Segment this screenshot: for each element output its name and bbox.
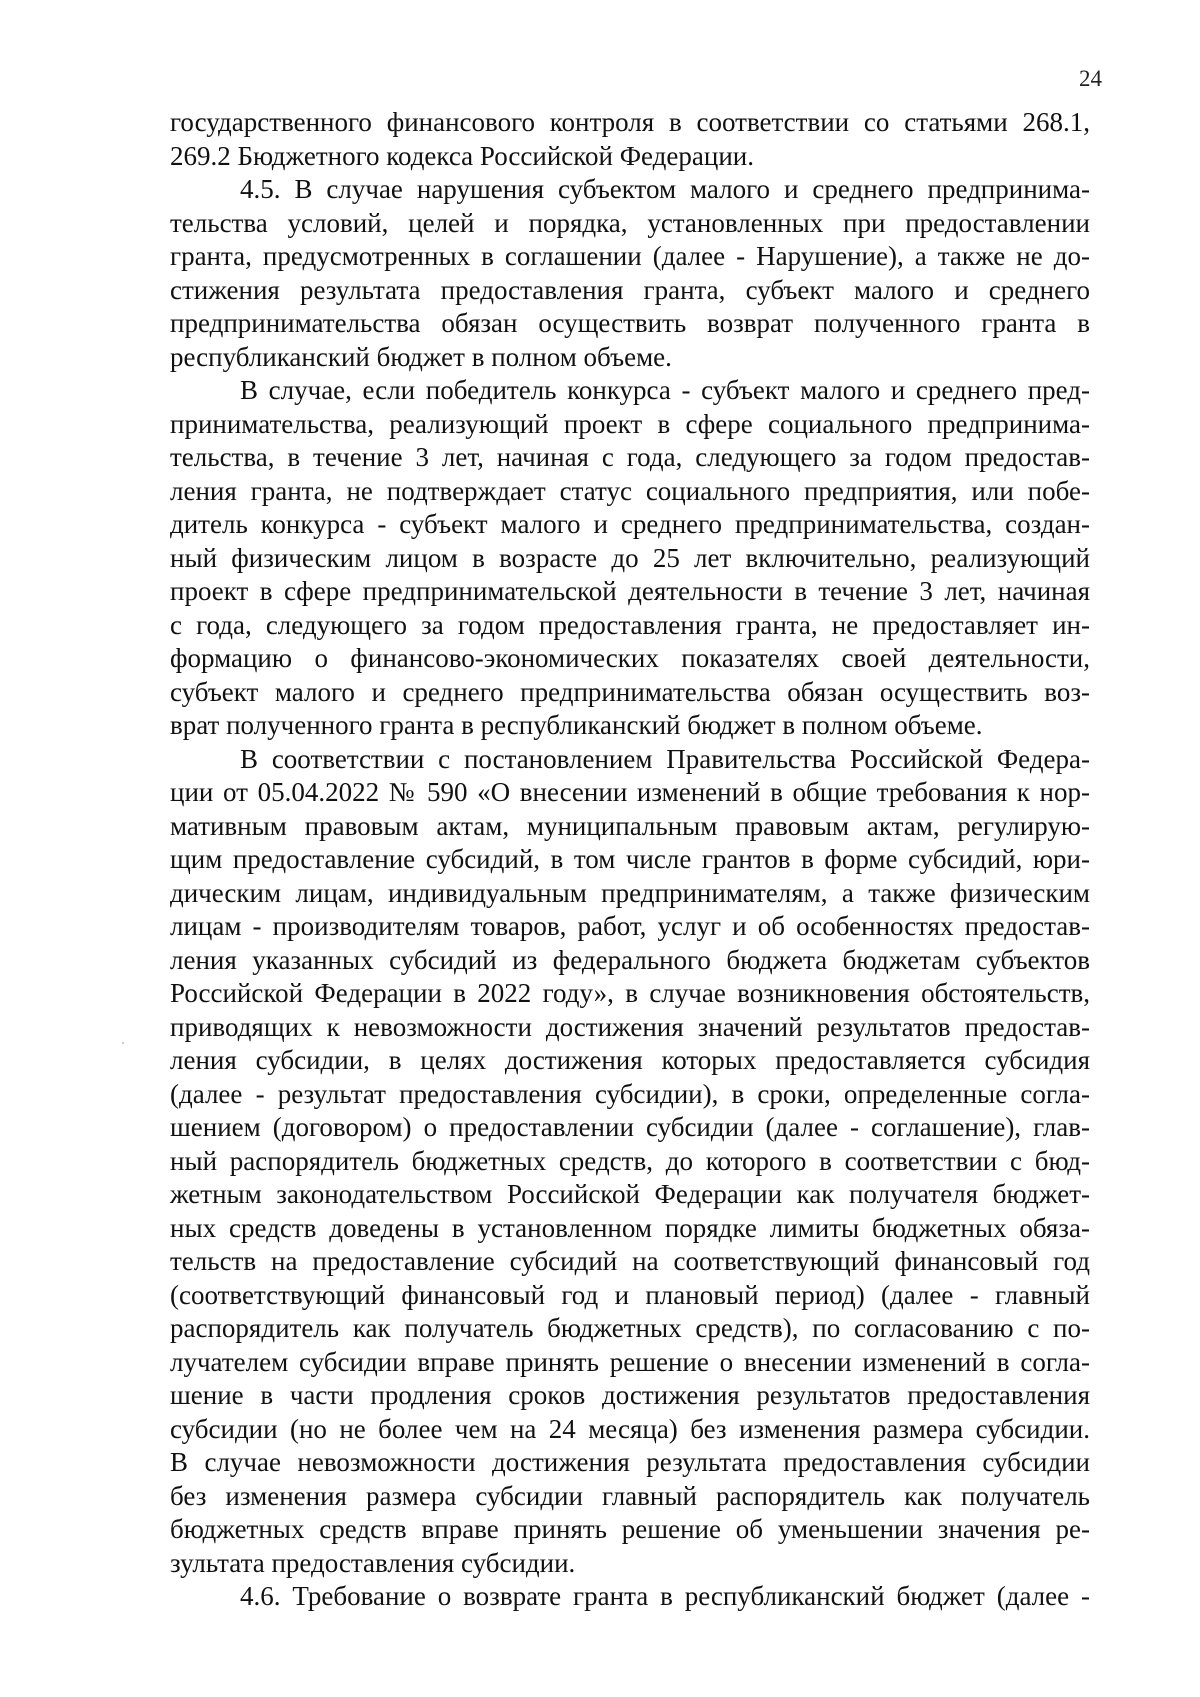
- text-line: мативным правовым актам, муниципальным правовым актам, регулирую-: [170, 810, 1090, 841]
- text-line: дическим лицам, индивидуальным предпринимателям, а также физическим: [170, 877, 1090, 908]
- text-line: гранта, предусмотренных в соглашении (далее - Нарушение), а также не до-: [170, 241, 1090, 271]
- text-line: ления гранта, не подтверждает статус социального предприятия, или побе-: [170, 475, 1090, 506]
- text-line: тельств на предоставление субсидий на соответствующий финансовый год: [170, 1246, 1090, 1276]
- text-line: Российской Федерации в 2022 году», в случае возникновения обстоятельств,: [170, 978, 1090, 1008]
- text-line: предпринимательства обязан осуществить возврат полученного гранта в: [170, 308, 1090, 338]
- text-line: стижения результата предоставления гранта, субъект малого и среднего: [170, 274, 1090, 305]
- text-line: шение в части продления сроков достижения результатов предоставления: [170, 1380, 1090, 1410]
- text-line: формацию о финансово-экономических показателях своей деятельности,: [170, 643, 1090, 673]
- text-line: приводящих к невозможности достижения значений результатов предостав-: [170, 1011, 1090, 1042]
- text-line: дитель конкурса - субъект малого и среднего предпринимательства, создан-: [170, 509, 1090, 539]
- text-line: лицам - производителям товаров, работ, услуг и об особенностях предостав-: [170, 911, 1090, 941]
- text-line: 4.6. Требование о возврате гранта в республиканский бюджет (далее -: [240, 1581, 1090, 1611]
- text-line: ный физическим лицом в возрасте до 25 лет включительно, реализующий: [170, 542, 1090, 573]
- text-line: 269.2 Бюджетного кодекса Российской Федерации.: [170, 140, 754, 171]
- text-line: врат полученного гранта в республиканский бюджет в полном объеме.: [170, 710, 983, 740]
- text-line: республиканский бюджет в полном объеме.: [170, 341, 672, 372]
- text-line: тельства условий, целей и порядка, установленных при предоставлении: [170, 207, 1090, 238]
- text-line: ции от 05.04.2022 № 590 «О внесении изменений в общие требования к нор-: [170, 777, 1090, 807]
- body-text: [170, 106, 1090, 1614]
- text-line: с года, следующего за годом предоставления гранта, не предоставляет ин-: [170, 609, 1090, 640]
- scan-speck: [122, 1042, 124, 1044]
- text-line: принимательства, реализующий проект в сфере социального предпринима-: [170, 408, 1090, 439]
- text-line: В соответствии с постановлением Правительства Российской Федера-: [240, 743, 1090, 774]
- text-line: тельства, в течение 3 лет, начиная с года, следующего за годом предостав-: [170, 442, 1090, 472]
- text-line: (далее - результат предоставления субсидии), в сроки, определенные согла-: [170, 1078, 1090, 1109]
- text-line: без изменения размера субсидии главный распорядитель как получатель: [170, 1480, 1090, 1511]
- text-line: 4.5. В случае нарушения субъектом малого и среднего предпринима-: [240, 174, 1090, 204]
- text-line: ления указанных субсидий из федерального бюджета бюджетам субъектов: [170, 944, 1090, 975]
- text-line: жетным законодательством Российской Федерации как получателя бюджет-: [170, 1179, 1090, 1209]
- text-line: щим предоставление субсидий, в том числе грантов в форме субсидий, юри-: [170, 844, 1090, 874]
- text-line: В случае невозможности достижения результата предоставления субсидии: [170, 1447, 1090, 1477]
- text-line: ления субсидии, в целях достижения которых предоставляется субсидия: [170, 1045, 1090, 1075]
- text-line: шением (договором) о предоставлении субсидии (далее - соглашение), глав-: [170, 1112, 1090, 1142]
- text-line: государственного финансового контроля в соответствии со статьями 268.1,: [170, 107, 1090, 137]
- page-number: 24: [1079, 66, 1102, 91]
- text-line: (соответствующий финансовый год и плановый период) (далее - главный: [170, 1279, 1090, 1310]
- text-line: проект в сфере предпринимательской деятельности в течение 3 лет, начиная: [170, 576, 1090, 606]
- text-line: ных средств доведены в установленном порядке лимиты бюджетных обяза-: [170, 1212, 1090, 1243]
- text-line: В случае, если победитель конкурса - субъект малого и среднего пред-: [240, 375, 1090, 405]
- text-line: бюджетных средств вправе принять решение об уменьшении значения ре-: [170, 1514, 1090, 1544]
- text-line: субъект малого и среднего предпринимательства обязан осуществить воз-: [170, 676, 1090, 707]
- text-line: ный распорядитель бюджетных средств, до которого в соответствии с бюд-: [170, 1145, 1090, 1176]
- text-line: распорядитель как получатель бюджетных средств), по согласованию с по-: [170, 1313, 1090, 1343]
- text-line: субсидии (но не более чем на 24 месяца) без изменения размера субсидии.: [170, 1413, 1090, 1444]
- text-line: зультата предоставления субсидии.: [170, 1547, 576, 1578]
- text-line: лучателем субсидии вправе принять решение о внесении изменений в согла-: [170, 1346, 1090, 1377]
